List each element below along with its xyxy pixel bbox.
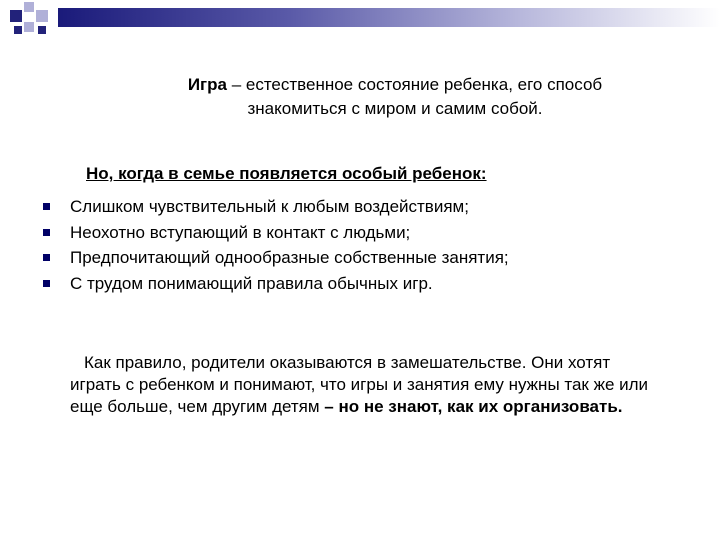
bullet-list — [40, 194, 509, 296]
list-item-text: С трудом понимающий правила обычных игр. — [70, 273, 433, 293]
paragraph-bold: – но не знают, как их организовать. — [319, 397, 623, 416]
list-item-text: Неохотно вступающий в контакт с людьми; — [70, 222, 411, 242]
bullet-icon — [43, 254, 50, 261]
bullet-icon — [43, 229, 50, 236]
deco-square — [38, 26, 46, 34]
bullet-icon — [43, 203, 50, 210]
list-item-text: Слишком чувствительный к любым воздействиям; — [70, 197, 469, 216]
gradient-bar — [58, 8, 720, 27]
deco-square — [10, 10, 22, 22]
list-item — [40, 245, 509, 271]
intro-line-1-rest: – естественное состояние ребенка, его способ — [226, 75, 603, 94]
list-item — [40, 271, 509, 297]
intro-line-2: знакомиться с миром и самим собой. — [247, 99, 543, 118]
list-item — [40, 220, 509, 246]
bullet-icon — [43, 280, 50, 287]
section-heading: Но, когда в семье появляется особый ребенок: — [86, 164, 487, 183]
list-item-text: Предпочитающий однообразные собственные занятия; — [70, 248, 509, 267]
deco-square — [24, 22, 34, 32]
paragraph-text: Как правило, родители оказываются в замешательстве. Они хотят играть с ребенком и понимают, что игры и занятия ему нужны так же или еще больше, чем другим детям — [70, 353, 649, 416]
list-item — [40, 194, 509, 220]
header-decoration — [0, 0, 720, 40]
conclusion-paragraph — [70, 352, 660, 418]
intro-text — [80, 73, 710, 121]
intro-bold-word: Игра — [187, 75, 227, 94]
intro-line-1 — [80, 73, 710, 97]
deco-square — [24, 2, 34, 12]
deco-square — [14, 26, 22, 34]
deco-square — [36, 10, 48, 22]
